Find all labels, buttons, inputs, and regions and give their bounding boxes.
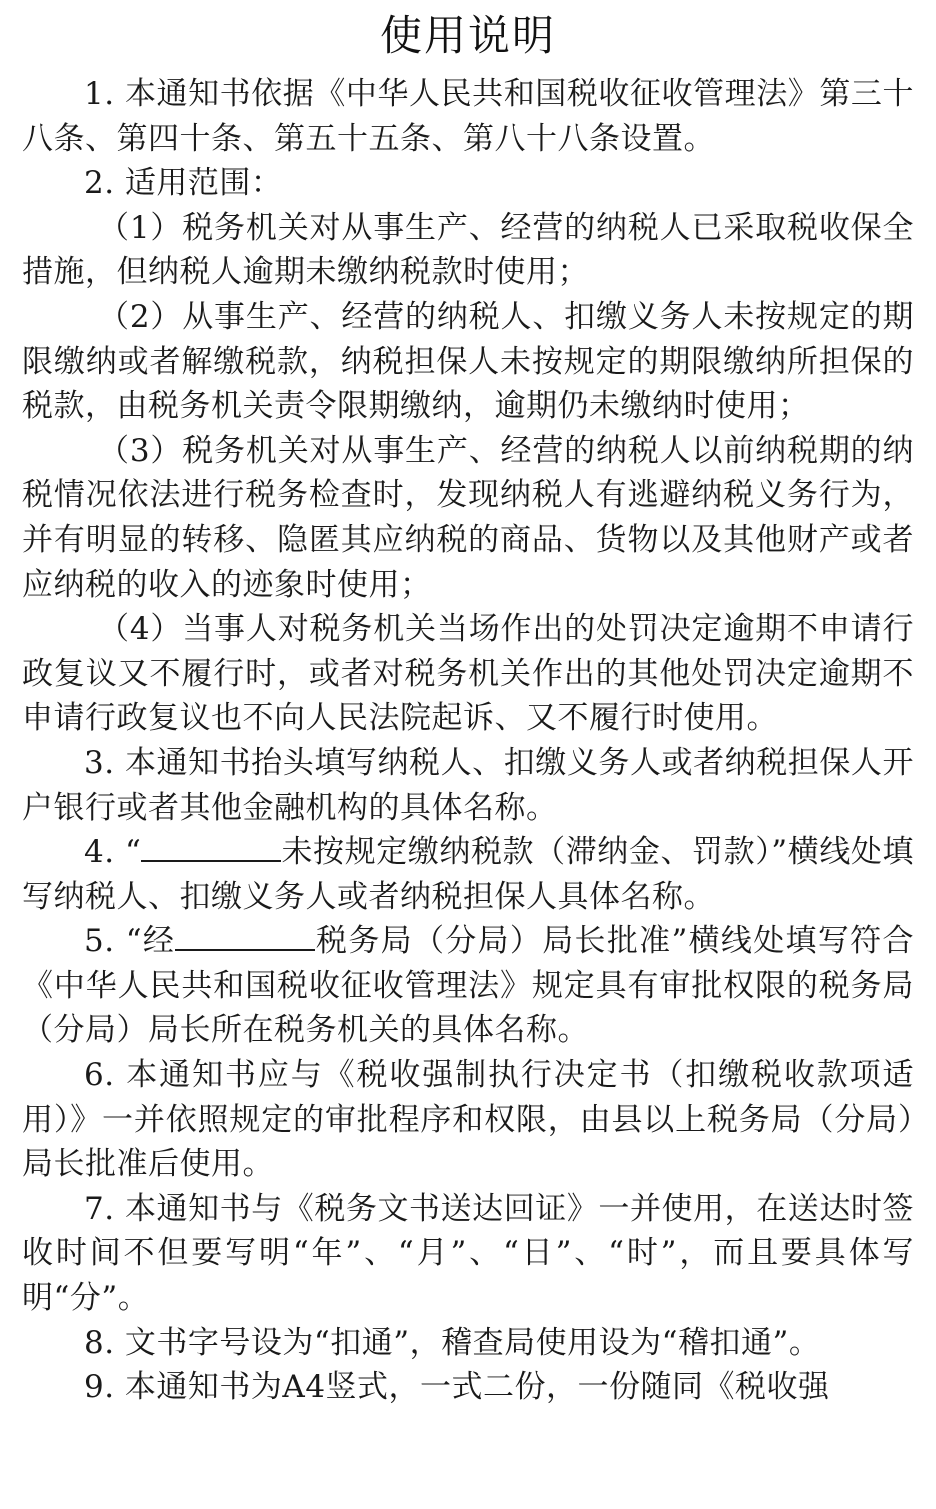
paragraph-2-item-4: （4）当事人对税务机关当场作出的处罚决定逾期不申请行政复议又不履行时，或者对税务机关作出的其他处罚决定逾期不申请行政复议也不向人民法院起诉、又不履行时使用。 — [22, 611, 914, 737]
paragraph-6-approval-procedure: 6. 本通知书应与《税收强制执行决定书（扣缴税收款项适用）》一并依照规定的审批程序和权限，由县以上税务局（分局）局长批准后使用。 — [22, 1057, 914, 1183]
paragraph-8-document-number: 8. 文书字号设为“扣通”，稽查局使用设为“稽扣通”。 — [84, 1324, 821, 1361]
paragraph-3-header-fill: 3. 本通知书抬头填写纳税人、扣缴义务人或者纳税担保人开户银行或者其他金融机构的具体名称。 — [22, 744, 914, 826]
fill-blank-line — [141, 859, 281, 862]
paragraph-4-taxpayer-name — [22, 830, 914, 919]
paragraph-2-item-2: （2）从事生产、经营的纳税人、扣缴义务人未按规定的期限缴纳或者解缴税款，纳税担保人未按规定的期限缴纳所担保的税款，由税务机关责令限期缴纳，逾期仍未缴纳时使用； — [22, 298, 914, 425]
document-body — [22, 72, 914, 1410]
paragraph-5-prefix: 5. “经 — [84, 923, 176, 960]
paragraph-2-item-1: （1）税务机关对从事生产、经营的纳税人已采取税收保全措施，但纳税人逾期未缴纳税款时使用； — [22, 209, 914, 291]
paragraph-4-suffix: 未按规定缴纳税款（滞纳金、罚款）”横线处填写纳税人、扣缴义务人或者纳税担保人具体名称。 — [22, 834, 914, 915]
paragraph-2-item-3: （3）税务机关对从事生产、经营的纳税人以前纳税期的纳税情况依法进行税务检查时，发现纳税人有逃避纳税义务行为，并有明显的转移、隐匿其应纳税的商品、货物以及其他财产或者应纳税的收入的迹象时使用； — [22, 432, 914, 603]
paragraph-2-scope-heading: 2. 适用范围： — [84, 165, 283, 202]
document-title: 使用说明 — [379, 11, 556, 60]
paragraph-9-format: 9. 本通知书为A4竖式，一式二份，一份随同《税收强 — [84, 1369, 830, 1406]
paragraph-4-prefix: 4. “ — [84, 834, 142, 871]
paragraph-7-delivery-receipt: 7. 本通知书与《税务文书送达回证》一并使用，在送达时签收时间不但要写明“年”、“月”、“日”、“时”，而且要具体写明“分”。 — [22, 1190, 914, 1317]
paragraph-1-legal-basis: 1. 本通知书依据《中华人民共和国税收征收管理法》第三十八条、第四十条、第五十五条、第八十八条设置。 — [22, 76, 914, 157]
paragraph-5-suffix: 税务局（分局）局长批准”横线处填写符合《中华人民共和国税收征收管理法》规定具有审批权限的税务局（分局）局长所在税务机关的具体名称。 — [22, 923, 914, 1049]
fill-blank-line — [175, 948, 315, 951]
paragraph-5-approval-bureau — [22, 919, 914, 1053]
